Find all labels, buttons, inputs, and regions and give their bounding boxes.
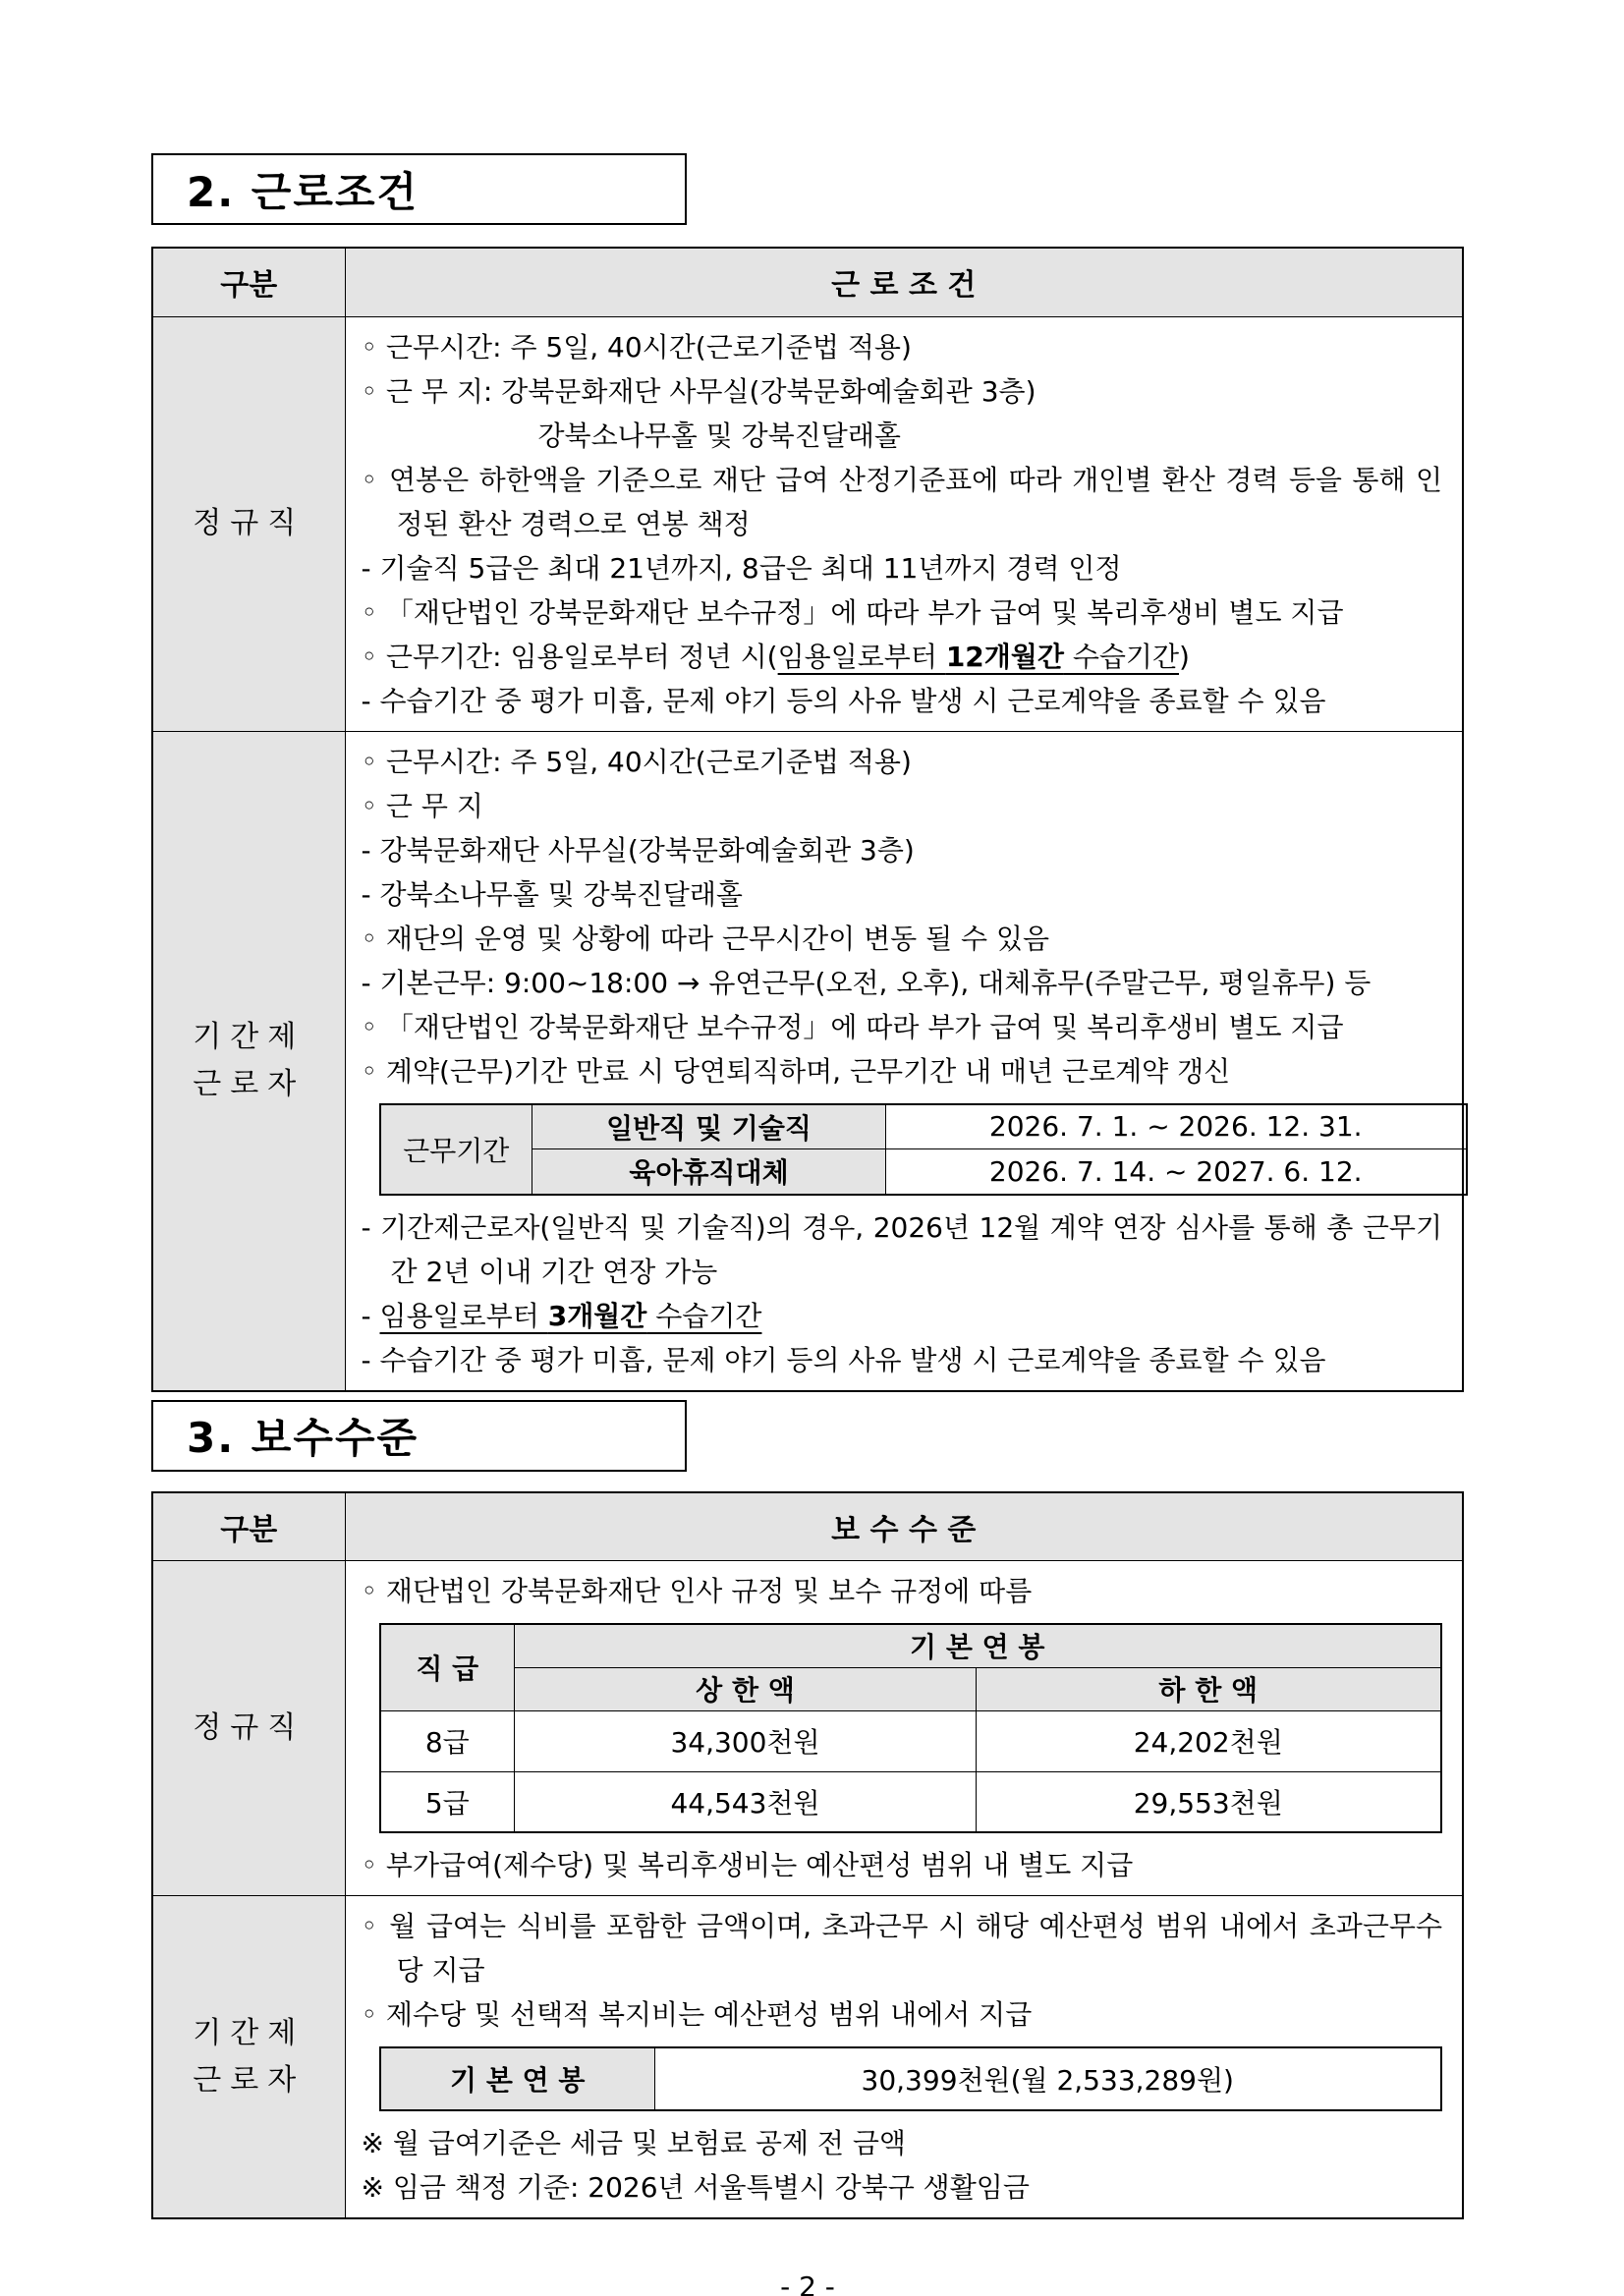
note-item: ※ 임금 책정 기준: 2026년 서울특별시 강북구 생활임금: [361, 2171, 1030, 2204]
list-item-probation: ◦ 근무기간: 임용일로부터 정년 시(임용일로부터 12개월간 수습기간): [361, 640, 1190, 673]
regular-salary-row: [152, 1561, 1463, 1896]
period-cell: 2026. 7. 14. ~ 2027. 6. 12.: [886, 1149, 1467, 1195]
upper-amount-cell: 44,543천원: [515, 1771, 977, 1832]
row-label-regular: 정규직: [152, 316, 345, 731]
work-period-label: 근무기간: [380, 1104, 532, 1195]
header-cell-conditions: 근 로 조 건: [345, 248, 1463, 316]
regular-employee-row: [152, 316, 1463, 731]
list-item: - 기간제근로자(일반직 및 기술직)의 경우, 2026년 12월 계약 연장 심사를 통해 총 근무기간 2년 이내 기간 연장 가능: [361, 1210, 1442, 1288]
grade-cell: 8급: [380, 1710, 515, 1771]
list-item: ◦ 「재단법인 강북문화재단 보수규정」에 따라 부가 급여 및 복리후생비 별도 지급: [361, 1010, 1344, 1043]
work-period-row: [380, 1149, 1467, 1195]
lower-amount-cell: 24,202천원: [977, 1710, 1441, 1771]
lower-limit-header-cell: 하 한 액: [977, 1667, 1441, 1710]
work-period-table: [379, 1103, 1468, 1196]
list-item: ◦ 연봉은 하한액을 기준으로 재단 급여 산정기준표에 따라 개인별 환산 경력 등을 통해 인정된 환산 경력으로 연봉 책정: [361, 463, 1442, 540]
salary-level-table: [151, 1491, 1464, 2220]
list-item: ◦ 근 무 지: 강북문화재단 사무실(강북문화예술회관 3층): [361, 374, 1036, 408]
list-item: ◦ 부가급여(제수당) 및 복리후생비는 예산편성 범위 내 별도 지급: [361, 1849, 1134, 1881]
row-label-fixed-term: 기간제 근로자: [152, 1896, 345, 2219]
list-item: - 수습기간 중 평가 미흡, 문제 야기 등의 사유 발생 시 근로계약을 종료할 수 있음: [361, 684, 1326, 717]
list-item: - 수습기간 중 평가 미흡, 문제 야기 등의 사유 발생 시 근로계약을 종료할 수 있음: [361, 1343, 1326, 1376]
row-label-regular: 정규직: [152, 1561, 345, 1896]
period-cell: 2026. 7. 1. ~ 2026. 12. 31.: [886, 1104, 1467, 1149]
list-item: ◦ 재단법인 강북문화재단 인사 규정 및 보수 규정에 따름: [361, 1575, 1033, 1607]
list-item: - 기본근무: 9:00~18:00 → 유연근무(오전, 오후), 대체휴무(주말근무, 평일휴무) 등: [361, 966, 1372, 999]
list-item: ◦ 월 급여는 식비를 포함한 금액이며, 초과근무 시 해당 예산편성 범위 내에서 초과근무수당 지급: [361, 1910, 1442, 1987]
upper-limit-header-cell: 상 한 액: [515, 1667, 977, 1710]
fixed-term-base-salary-row: [380, 2047, 1441, 2110]
lower-amount-cell: 29,553천원: [977, 1771, 1441, 1832]
list-item-probation: - 임용일로부터 3개월간 수습기간: [361, 1299, 762, 1332]
page-number: - 2 -: [780, 2270, 835, 2296]
base-salary-value-cell: 30,399천원(월 2,533,289원): [655, 2047, 1441, 2110]
section2-title-box: [151, 153, 687, 225]
fixed-term-base-salary-table: [379, 2046, 1442, 2111]
list-item: ◦ 근무시간: 주 5일, 40시간(근로기준법 적용): [361, 330, 912, 364]
regular-salary-cell: [345, 1561, 1463, 1896]
base-salary-table: [379, 1623, 1442, 1833]
note-item: ※ 월 급여기준은 세금 및 보험료 공제 전 금액: [361, 2127, 906, 2159]
list-item-continuation: 강북소나무홀 및 강북진달래홀: [537, 419, 901, 452]
row-label-fixed-term: 기간제 근로자: [152, 731, 345, 1391]
fixed-term-salary-cell: [345, 1896, 1463, 2219]
base-salary-header-cell: 기 본 연 봉: [515, 1624, 1441, 1667]
list-item: - 기술직 5급은 최대 21년까지, 8급은 최대 11년까지 경력 인정: [361, 551, 1122, 585]
limit-header-row: [380, 1667, 1441, 1710]
work-period-row: [380, 1104, 1467, 1149]
list-item: ◦ 「재단법인 강북문화재단 보수규정」에 따라 부가 급여 및 복리후생비 별도 지급: [361, 595, 1344, 629]
list-item: - 강북문화재단 사무실(강북문화예술회관 3층): [361, 833, 915, 867]
header-cell-salary: 보 수 수 준: [345, 1492, 1463, 1561]
upper-amount-cell: 34,300천원: [515, 1710, 977, 1771]
section3-title: 3. 보수수준: [187, 1414, 420, 1462]
salary-data-row: [380, 1710, 1441, 1771]
job-type-cell: 육아휴직대체: [532, 1149, 886, 1195]
header-cell-gubun: 구분: [152, 1492, 345, 1561]
list-item: ◦ 근무시간: 주 5일, 40시간(근로기준법 적용): [361, 745, 912, 778]
grade-header-cell: 직 급: [380, 1624, 515, 1710]
fixed-term-salary-row: [152, 1896, 1463, 2219]
list-item: ◦ 근 무 지: [361, 789, 483, 822]
base-salary-header-row: [380, 1624, 1441, 1667]
fixed-term-conditions-cell: [345, 731, 1463, 1391]
grade-cell: 5급: [380, 1771, 515, 1832]
working-conditions-header-row: [152, 248, 1463, 316]
job-type-cell: 일반직 및 기술직: [532, 1104, 886, 1149]
section2-title: 2. 근로조건: [187, 167, 420, 216]
list-item: ◦ 계약(근무)기간 만료 시 당연퇴직하며, 근무기간 내 매년 근로계약 갱신: [361, 1054, 1231, 1088]
salary-data-row: [380, 1771, 1441, 1832]
header-cell-gubun: 구분: [152, 248, 345, 316]
list-item: ◦ 재단의 운영 및 상황에 따라 근무시간이 변동 될 수 있음: [361, 922, 1050, 955]
working-conditions-table: [151, 247, 1464, 1392]
base-salary-label-cell: 기 본 연 봉: [380, 2047, 655, 2110]
list-item: - 강북소나무홀 및 강북진달래홀: [361, 877, 743, 911]
section3-title-box: [151, 1400, 687, 1472]
list-item: ◦ 제수당 및 선택적 복지비는 예산편성 범위 내에서 지급: [361, 1998, 1033, 2031]
salary-level-header-row: [152, 1492, 1463, 1561]
regular-conditions-cell: [345, 316, 1463, 731]
fixed-term-employee-row: [152, 731, 1463, 1391]
